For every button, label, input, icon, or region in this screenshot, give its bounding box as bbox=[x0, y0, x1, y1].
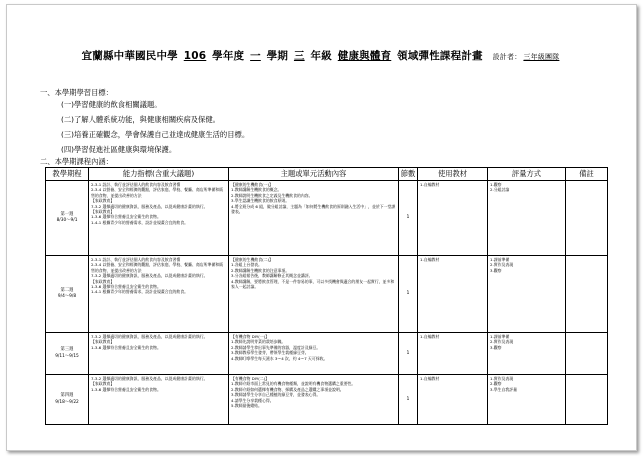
indicator-line: 【家政教育】 bbox=[91, 339, 115, 345]
goal-item: (四)學習促進社區健康與環境保護。 bbox=[61, 145, 177, 154]
content-line: 3.學生認識生機飲食的飲食原則。 bbox=[231, 198, 290, 204]
periods-cell: 1 bbox=[399, 375, 418, 425]
school-year-suffix: 學年度 bbox=[212, 50, 245, 62]
assessment-line: 1.實作及表現 bbox=[490, 376, 514, 381]
document-page bbox=[6, 4, 637, 451]
indicator-line: 2-3-1 設計、執行並評估個人的飲食內容及飲食習慣 bbox=[91, 257, 181, 262]
content-line: 2.教師說明生機飲食之定義及生機飲食的內容。 bbox=[231, 192, 313, 198]
content-line: 5.教師最後總結。 bbox=[231, 403, 262, 409]
indicator-line: 2-3-4 以營養、安全和經濟的觀點，評估家庭、學校、餐廳、商店所準備和販售的食物，並提出改善的方法 bbox=[91, 262, 224, 273]
semester-suffix: 學期 bbox=[266, 50, 289, 62]
table-row bbox=[46, 181, 608, 256]
week-label: 第一週 bbox=[60, 211, 74, 217]
table-header-row bbox=[46, 168, 608, 181]
header-cell: 使用教材 bbox=[418, 168, 488, 181]
assessment-line: 1.課前準備 bbox=[490, 334, 510, 339]
indicator-line: 【家政教育】 bbox=[91, 209, 115, 215]
period-cell bbox=[46, 375, 89, 425]
assessment-line: 2.觀察 bbox=[490, 381, 502, 387]
assessment-line: 1.課前準備 bbox=[490, 257, 510, 262]
content-line: 4.教師叮嚀學生每天澆水 3～4 次，約 4～7 天可採收。 bbox=[231, 355, 328, 361]
period-cell bbox=[46, 256, 89, 333]
indicator-line: 1-4-1 根據青少年的營養需求，設計並規畫合宜的飲食。 bbox=[91, 289, 189, 295]
week-label: 第二週 bbox=[60, 287, 74, 293]
header-cell: 評量方式 bbox=[488, 168, 566, 181]
indicator-line: 7-3-2 選擇適切的健康資訊、服務及產品，以促成健康計畫的執行。 bbox=[91, 376, 208, 381]
notes-cell bbox=[566, 375, 608, 425]
week-dates: 9/18～9/22 bbox=[55, 399, 79, 405]
section-content-heading: 二、本學期課程內涵： bbox=[40, 157, 113, 166]
table-row bbox=[46, 256, 608, 333]
content-line: 2.教師請學生拿出事先準備的容器，溫度計及綠豆。 bbox=[231, 344, 321, 350]
designer bbox=[493, 53, 562, 61]
indicator-line: 【家政教育】 bbox=[91, 198, 115, 204]
indicator-line: 1-3-6 選擇符合營養且安全衛生的食物。 bbox=[91, 214, 161, 220]
materials-cell: 1.自編教材 bbox=[418, 333, 488, 375]
week-label: 第三週 bbox=[60, 347, 74, 352]
grade-suffix: 年級 bbox=[310, 50, 332, 62]
week-dates: 9/4～9/8 bbox=[57, 294, 77, 299]
period-cell bbox=[46, 333, 89, 375]
materials-cell: 1.自編教材 bbox=[418, 256, 488, 333]
materials-cell: 1.自編教材 bbox=[418, 375, 488, 425]
content-cell bbox=[229, 333, 399, 375]
content-cell bbox=[229, 375, 399, 425]
header-cell: 節數 bbox=[399, 168, 418, 181]
assessment-line: 1.觀察 bbox=[490, 182, 502, 187]
assessment-cell bbox=[488, 256, 566, 333]
content-line: 1.教師介紹市面上常見的有機食物種類，並說明有機食物選購之重要性。 bbox=[231, 381, 356, 387]
document-title bbox=[7, 48, 636, 63]
content-cell bbox=[229, 256, 399, 333]
header-cell: 主題或單元活動內容 bbox=[229, 168, 399, 181]
section-goals-heading: 一、本學期學習目標： bbox=[40, 88, 113, 97]
school-year: 106 bbox=[183, 50, 207, 62]
content-line: 【有機食物 DIY(一)】 bbox=[231, 334, 270, 339]
content-line: 1.各組上台發表。 bbox=[231, 262, 262, 268]
content-line: 【健康的生機飲食(二)】 bbox=[231, 257, 273, 262]
content-line: 3.教師請學生分享自己種植的綠豆芽，並發表心得。 bbox=[231, 392, 321, 398]
assessment-line: 2.分組討論 bbox=[490, 187, 510, 193]
content-line: 4.教師講解，要將飲食管理，不是一件容易的事，可以多找機會與適合的朋友一起實行，並多和家人一起討論。 bbox=[231, 278, 395, 290]
week-label: 第四週 bbox=[60, 393, 74, 398]
header-cell: 能力指標(含重大議題) bbox=[89, 168, 229, 181]
goal-item: (二)了解人體系統功能，與健康相關疾病及保健。 bbox=[61, 115, 220, 124]
notes-cell bbox=[566, 256, 608, 333]
assessment-cell bbox=[488, 181, 566, 256]
notes-cell bbox=[566, 333, 608, 375]
assessment-line: 2.實作及表現 bbox=[490, 262, 514, 268]
indicator-line: 2-3-1 設計、執行並評估個人的飲食內容及飲食習慣 bbox=[91, 182, 181, 187]
indicator-line: 2-3-4 以營養、安全和經濟的觀點，評估家庭、學校、餐廳、商店所準備和販售的食物，並提出改善的方法 bbox=[91, 187, 224, 198]
course-plan-table bbox=[45, 167, 608, 425]
content-line: 1.教師講解生機飲食的概念。 bbox=[231, 187, 282, 193]
content-line: 2.教師講解生機飲食的注意事項。 bbox=[231, 267, 290, 273]
grade: 三 bbox=[293, 50, 305, 62]
content-line: 【健康的生機飲食(一)】 bbox=[231, 182, 273, 187]
assessment-cell bbox=[488, 333, 566, 375]
period-cell bbox=[46, 181, 89, 256]
plan-name: 領域彈性課程計畫 bbox=[397, 50, 483, 62]
notes-cell bbox=[566, 181, 608, 256]
week-dates: 8/30～9/1 bbox=[56, 218, 78, 223]
indicator-line: 7-3-2 選擇適切的健康資訊、服務及產品，以促成健康計畫的執行。 bbox=[91, 203, 208, 209]
content-line: 4.請學生分享栽種心得。 bbox=[231, 397, 274, 403]
indicator-line: 1-3-6 選擇符合營養且安全衛生的食物。 bbox=[91, 386, 161, 392]
table-row bbox=[46, 375, 608, 425]
periods-cell: 1 bbox=[399, 181, 418, 256]
goal-item: (三)培養正確觀念，學會保護自己並達成健康生活的目標。 bbox=[61, 130, 250, 139]
assessment-cell bbox=[488, 375, 566, 425]
assessment-line: 3.學生自我評量 bbox=[490, 386, 518, 392]
header-cell: 備註 bbox=[566, 168, 608, 181]
indicator-cell bbox=[89, 256, 229, 333]
content-line: 2.教師介紹如何選擇有機食物、採購及產品之選購之事項並說明。 bbox=[231, 386, 344, 392]
semester: 一 bbox=[250, 50, 261, 62]
goal-item: (一)學習健康的飲食相關議題。 bbox=[61, 100, 162, 109]
table-row bbox=[46, 333, 608, 375]
indicator-cell bbox=[89, 375, 229, 425]
materials-cell: 1.自編教材 bbox=[418, 181, 488, 256]
content-line: 1.教師先說明芽菜的栽培步驟。 bbox=[231, 339, 286, 345]
content-line: 3.分各組報告後，教師講解修正其概念並講評。 bbox=[231, 273, 313, 279]
periods-cell: 1 bbox=[399, 256, 418, 333]
content-line: 3.教師教導學生發芽，帶領學生栽種綠豆芽。 bbox=[231, 350, 309, 356]
content-line: 4.將全班分成 6 組，做分組討論，主題為「如何將生機飲食的原則融入生活中」，並於下一堂課發表。 bbox=[231, 203, 396, 215]
designer-name: 三年級團隊 bbox=[523, 53, 560, 61]
indicator-line: 【家政教育】 bbox=[91, 381, 115, 387]
assessment-line: 3.觀察 bbox=[490, 267, 502, 273]
content-line: 【有機食物 DIY(二)】 bbox=[231, 376, 270, 381]
content-cell bbox=[229, 181, 399, 256]
school-name: 宜蘭縣中華國民中學 bbox=[81, 50, 178, 62]
indicator-line: 【家政教育】 bbox=[91, 278, 115, 284]
indicator-line: 7-3-2 選擇適切的健康資訊、服務及產品，以促成健康計畫的執行。 bbox=[91, 334, 208, 339]
learning-domain: 健康與體育 bbox=[337, 50, 392, 62]
indicator-line: 1-4-1 根據青少年的營養需求，設計並規畫合宜的飲食。 bbox=[91, 219, 189, 225]
indicator-cell bbox=[89, 333, 229, 375]
week-dates: 9/11～9/15 bbox=[55, 353, 79, 359]
designer-label: 設計者： bbox=[492, 53, 522, 61]
assessment-line: 3.觀察 bbox=[490, 344, 502, 350]
periods-cell: 1 bbox=[399, 333, 418, 375]
assessment-line: 2.實作及表現 bbox=[490, 339, 514, 345]
indicator-line: 1-3-6 選擇符合營養且安全衛生的食物。 bbox=[91, 344, 161, 350]
indicator-cell bbox=[89, 181, 229, 256]
header-cell: 教學期程 bbox=[46, 168, 89, 181]
indicator-line: 7-3-2 選擇適切的健康資訊、服務及產品，以促成健康計畫的執行。 bbox=[91, 273, 208, 279]
indicator-line: 1-3-6 選擇符合營養且安全衛生的食物。 bbox=[91, 284, 161, 290]
